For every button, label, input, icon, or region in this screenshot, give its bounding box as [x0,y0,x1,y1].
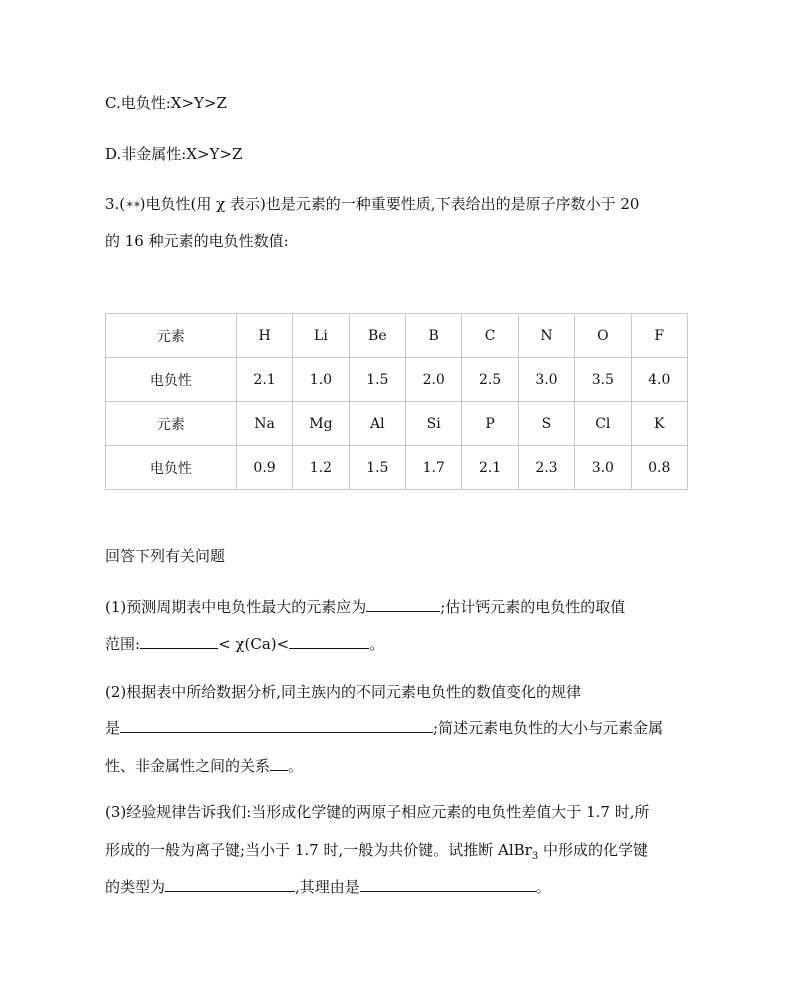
part-3-line-1: (3)经验规律告诉我们:当形成化学键的两原子相应元素的电负性差值大于 1.7 时,所 [105,803,650,821]
table-cell: 4.0 [631,358,687,402]
part-2-text-b: ;简述元素电负性的大小与元素金属 [433,719,664,737]
question-3-line-1 [105,194,639,216]
table-cell: 0.8 [631,446,687,490]
table-cell: 1.5 [349,358,405,402]
question-3-line-2: 的 16 种元素的电负性数值: [105,232,289,250]
option-d: D.非金属性:X>Y>Z [105,145,243,163]
answer-blank-relationship[interactable] [270,756,288,771]
part-2-line-1: (2)根据表中所给数据分析,同主族内的不同元素电负性的数值变化的规律 [105,683,582,701]
answer-blank-ca-lower[interactable] [140,634,218,649]
table-cell: S [518,402,574,446]
option-c: C.电负性:X>Y>Z [105,94,227,112]
table-cell: 1.0 [293,358,349,402]
table-cell: H [236,314,292,358]
table-cell: 1.7 [406,446,462,490]
question-stem-part-a: )电负性(用 [139,195,217,213]
subscript-3: 3 [531,851,539,862]
part-3-text-e: 。 [535,878,551,896]
table-row [106,402,688,446]
row-label: 电负性 [106,358,237,402]
table-cell: 2.5 [462,358,518,402]
part-1-line-2 [105,634,384,654]
chi-symbol: χ [216,195,226,213]
part-2-text-c: 性、非金属性之间的关系 [105,757,271,775]
part-2-line-2 [105,718,663,738]
table-cell: K [631,402,687,446]
table-cell: O [575,314,631,358]
table-cell: Al [349,402,405,446]
row-label: 电负性 [106,446,237,490]
part-3-text-b: 中形成的化学键 [538,841,648,859]
answer-blank-most-electronegative[interactable] [366,597,440,612]
table-cell: 2.3 [518,446,574,490]
table-cell: P [462,402,518,446]
part-1-text-d: < χ(Ca)< [218,635,290,653]
part-1-text-e: 。 [369,635,385,653]
table-cell: 2.0 [406,358,462,402]
part-1-line-1 [105,597,625,617]
table-cell: 2.1 [236,358,292,402]
part-3-text-d: ,其理由是 [295,878,360,896]
table-cell: Cl [575,402,631,446]
row-label: 元素 [106,402,237,446]
part-1-text-a: (1)预测周期表中电负性最大的元素应为 [105,598,367,616]
part-3-line-2 [105,840,648,863]
part-3-text-a: 形成的一般为离子键;当小于 1.7 时,一般为共价键。试推断 AlBr [105,841,532,859]
answer-blank-bond-type[interactable] [165,877,295,892]
table-row [106,314,688,358]
table-cell: Li [293,314,349,358]
part-1-text-b: ;估计钙元素的电负性的取值 [440,598,626,616]
question-stem-part-b: 表示)也是元素的一种重要性质,下表给出的是原子序数小于 20 [225,195,640,213]
part-3-line-3 [105,877,551,897]
table-cell: 3.5 [575,358,631,402]
table-cell: F [631,314,687,358]
part-1-text-c: 范围: [105,635,141,653]
difficulty-star-icon: ✶✶ [125,198,140,211]
answer-blank-ca-upper[interactable] [289,634,369,649]
row-label: 元素 [106,314,237,358]
table-cell: 3.0 [518,358,574,402]
table-cell: 3.0 [575,446,631,490]
table-row [106,446,688,490]
table-cell: 2.1 [462,446,518,490]
question-number: 3.( [105,195,126,213]
table-cell: 1.5 [349,446,405,490]
part-2-line-3 [105,756,303,776]
electronegativity-table [105,313,688,490]
part-2-text-a: 是 [105,719,121,737]
table-cell: Be [349,314,405,358]
part-3-text-c: 的类型为 [105,878,166,896]
table-row [106,358,688,402]
table-cell: Mg [293,402,349,446]
table-cell: N [518,314,574,358]
table-cell: B [406,314,462,358]
answer-blank-reason[interactable] [360,877,536,892]
table-cell: C [462,314,518,358]
answer-heading: 回答下列有关问题 [105,547,226,565]
table-cell: Na [236,402,292,446]
answer-blank-trend[interactable] [120,718,433,733]
table-cell: Si [406,402,462,446]
table-cell: 1.2 [293,446,349,490]
table-cell: 0.9 [236,446,292,490]
part-2-text-d: 。 [288,757,304,775]
